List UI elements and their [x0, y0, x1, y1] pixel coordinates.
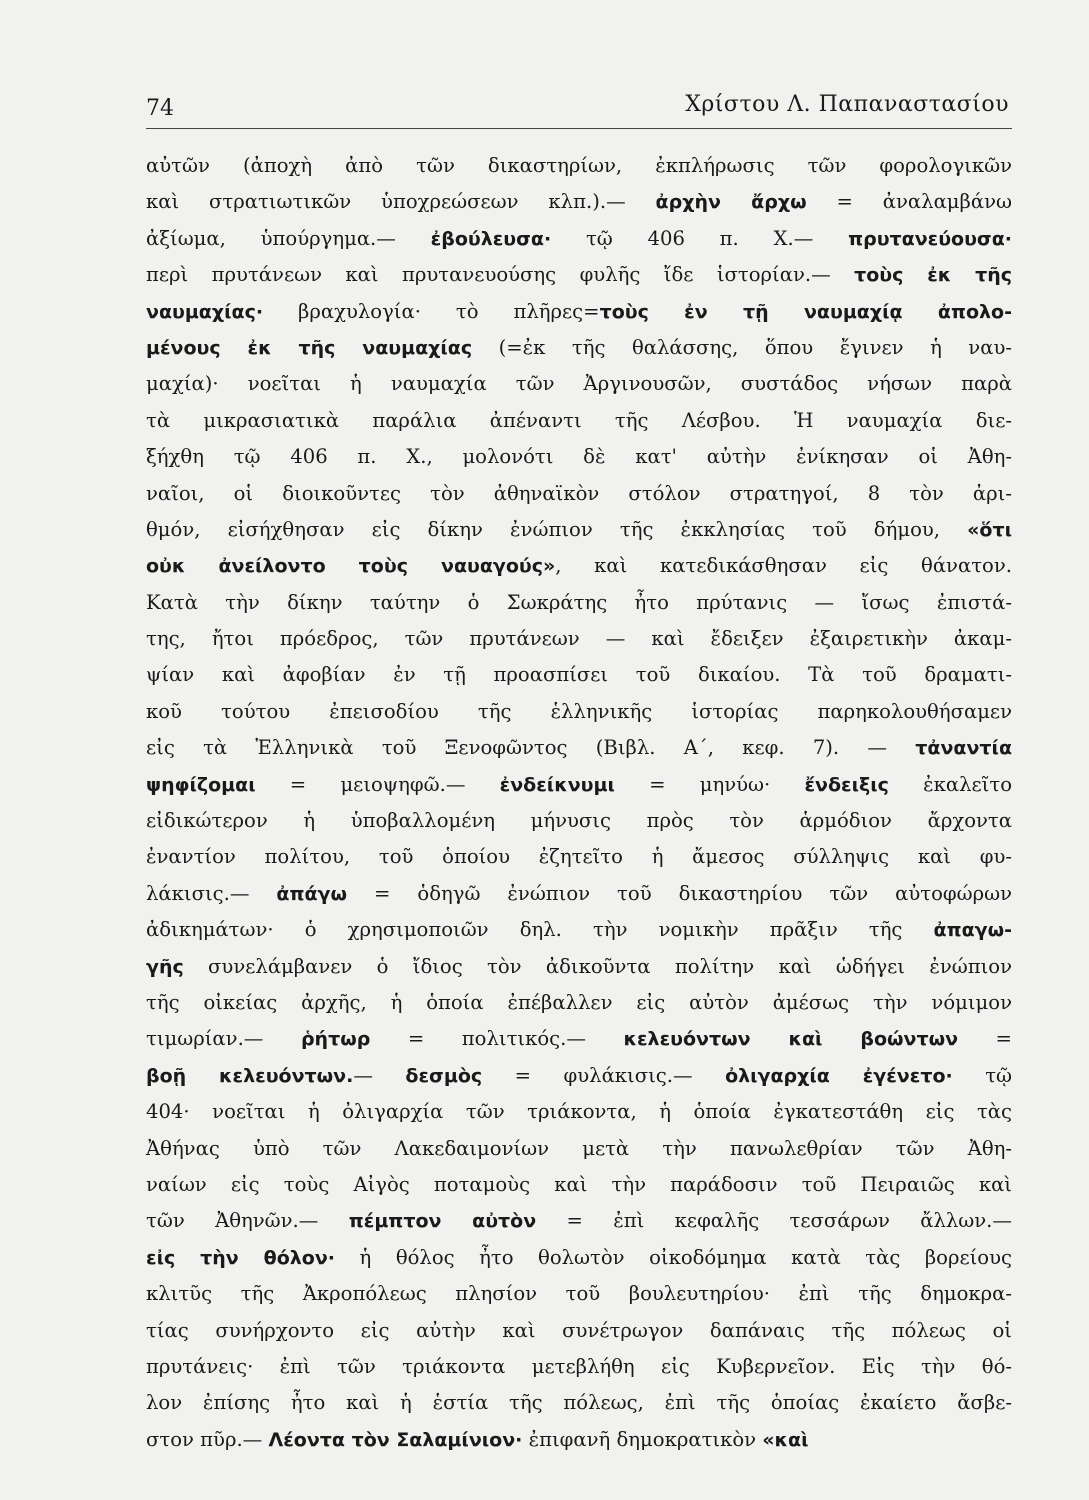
text-segment: εἰδικώτερον ἡ ὑποβαλλομένη μήνυσις πρὸς τὸν ἁρμόδιον ἄρχοντα	[146, 809, 1012, 833]
text-segment: εἰς τὰ Ἑλληνικὰ τοῦ Ξενοφῶντος (Βιβλ. Α΄, κεφ. 7). —	[146, 736, 916, 760]
lemma-term: τοὺς ἐκ τῆς	[854, 264, 1012, 287]
lemma-term: ναυμαχίας·	[146, 300, 264, 323]
text-segment: τῶν Ἀθηνῶν.—	[146, 1209, 349, 1233]
lemma-term: πρυτανεύουσα·	[848, 227, 1013, 250]
text-segment: = ἐπὶ κεφαλῆς τεσσάρων ἄλλων.—	[536, 1209, 1012, 1233]
text-line	[146, 1203, 1012, 1239]
text-segment: = φυλάκισις.—	[482, 1063, 726, 1087]
text-segment: λον ἐπίσης ἦτο καὶ ἡ ἑστία τῆς πόλεως, ἐπὶ τῆς ὁποίας ἐκαίετο ἄσβε-	[146, 1391, 1012, 1415]
lemma-term: τοὺς ἐν τῇ ναυμαχίᾳ ἀπολο-	[599, 300, 1012, 323]
text-line	[146, 1240, 1012, 1276]
text-line	[146, 876, 1012, 912]
text-segment: βραχυλογία· τὸ πλῆρες=	[263, 299, 600, 323]
text-line	[146, 949, 1012, 985]
text-segment: συνελάμβανεν ὁ ἴδιος τὸν ἀδικοῦντα πολίτην καὶ ὡδήγει ἐνώπιον	[183, 954, 1012, 978]
text-segment: τῆς οἰκείας ἀρχῆς, ἡ ὁποία ἐπέβαλλεν εἰς αὐτὸν ἀμέσως τὴν νόμιμον	[146, 990, 1012, 1014]
text-segment: = μηνύω·	[614, 772, 805, 796]
text-segment: τὰ μικρασιατικὰ παράλια ἀπέναντι τῆς Λέσβου. Ἡ ναυμαχία διε-	[146, 408, 1012, 432]
text-segment: ἀδικημάτων· ὁ χρησιμοποιῶν δηλ. τὴν νομικὴν πρᾶξιν τῆς	[146, 918, 934, 942]
lemma-term: ἀπάγω	[276, 882, 348, 905]
text-line	[146, 548, 1012, 584]
text-line	[146, 985, 1012, 1021]
text-line	[146, 1021, 1012, 1057]
lemma-term: βοῇ κελευόντων.	[146, 1064, 354, 1087]
text-segment: ἐναντίον πολίτου, τοῦ ὁποίου ἐζητεῖτο ἡ ἄμεσος σύλληψις καὶ φυ-	[146, 845, 1012, 869]
lemma-term: εἰς τὴν θόλον·	[146, 1246, 336, 1269]
text-line	[146, 694, 1012, 730]
lemma-term: οὐκ ἀνείλοντο τοὺς ναυαγούς»	[146, 555, 556, 578]
text-line	[146, 366, 1012, 402]
text-line	[146, 1167, 1012, 1203]
text-segment: ναῖοι, οἱ διοικοῦντες τὸν ἀθηναϊκὸν στόλον στρατηγοί, 8 τὸν ἀρι-	[146, 481, 1012, 505]
lemma-term: ἐνδείκνυμι	[499, 773, 615, 796]
text-segment: , καὶ κατεδικάσθησαν εἰς θάνατον.	[555, 554, 1012, 578]
text-line	[146, 148, 1012, 184]
text-line	[146, 330, 1012, 366]
header-rule	[146, 128, 1012, 129]
lemma-term: ῥήτωρ	[300, 1028, 371, 1051]
text-line	[146, 839, 1012, 875]
text-segment: λάκισις.—	[146, 881, 277, 905]
text-line	[146, 1349, 1012, 1385]
text-segment: 404· νοεῖται ἡ ὀλιγαρχία τῶν τριάκοντα, ἡ ὁποία ἐγκατεστάθη εἰς τὰς	[146, 1100, 1012, 1124]
text-segment: τίας συνήρχοντο εἰς αὐτὴν καὶ συνέτρωγον δαπάναις τῆς πόλεως οἱ	[146, 1318, 1012, 1342]
text-segment: = ὁδηγῶ ἐνώπιον τοῦ δικαστηρίου τῶν αὐτοφώρων	[347, 881, 1012, 905]
text-segment: πρυτάνεις· ἐπὶ τῶν τριάκοντα μετεβλήθη εἰς Κυβερνεῖον. Εἰς τὴν θό-	[146, 1354, 1012, 1378]
text-line	[146, 767, 1012, 803]
text-segment: ἡ θόλος ἦτο θολωτὸν οἰκοδόμημα κατὰ τὰς βορείους	[335, 1245, 1012, 1269]
text-line	[146, 585, 1012, 621]
text-line	[146, 1094, 1012, 1130]
text-line	[146, 512, 1012, 548]
text-segment: ἐκαλεῖτο	[888, 772, 1013, 796]
text-line	[146, 1313, 1012, 1349]
text-segment: Κατὰ τὴν δίκην ταύτην ὁ Σωκράτης ἦτο πρύτανις — ἴσως ἐπιστά-	[146, 590, 1012, 614]
text-line	[146, 294, 1012, 330]
text-segment: = πολιτικός.—	[370, 1027, 624, 1051]
text-segment: Ἀθήνας ὑπὸ τῶν Λακεδαιμονίων μετὰ τὴν πανωλεθρίαν τῶν Ἀθη-	[146, 1136, 1012, 1160]
text-segment: τιμωρίαν.—	[146, 1027, 301, 1051]
text-segment: = μειοψηφῶ.—	[255, 772, 500, 796]
lemma-term: Λέοντα τὸν Σαλαμίνιον·	[268, 1428, 523, 1451]
text-segment: ἀξίωμα, ὑπούργημα.—	[146, 226, 431, 250]
running-head-title: Χρίστου Λ. Παπαναστασίου	[685, 92, 1009, 117]
text-segment: =	[958, 1027, 1012, 1051]
text-line	[146, 1058, 1012, 1094]
text-line	[146, 1385, 1012, 1421]
text-segment: καὶ στρατιωτικῶν ὑποχρεώσεων κλπ.).—	[146, 190, 656, 214]
text-segment: —	[353, 1063, 406, 1087]
lemma-term: γῆς	[146, 955, 184, 978]
text-line	[146, 1276, 1012, 1312]
text-line	[146, 1131, 1012, 1167]
text-line	[146, 1422, 1012, 1458]
text-line	[146, 621, 1012, 657]
text-line	[146, 730, 1012, 766]
text-segment: κοῦ τούτου ἐπεισοδίου τῆς ἑλληνικῆς ἱστορίας παρηκολουθήσαμεν	[146, 699, 1012, 723]
lemma-term: ἐβούλευσα·	[430, 227, 552, 250]
text-segment: της, ἤτοι πρόεδρος, τῶν πρυτάνεων — καὶ ἔδειξεν ἐξαιρετικὴν ἀκαμ-	[146, 627, 1012, 651]
text-segment: ψίαν καὶ ἀφοβίαν ἐν τῇ προασπίσει τοῦ δικαίου. Τὰ τοῦ δραματι-	[146, 663, 1012, 687]
text-line	[146, 439, 1012, 475]
lemma-term: ἀπαγω-	[933, 919, 1012, 942]
lemma-term: πέμπτον αὐτὸν	[348, 1210, 537, 1233]
text-segment: κλιτῦς τῆς Ἀκροπόλεως πλησίον τοῦ βουλευτηρίου· ἐπὶ τῆς δημοκρα-	[146, 1282, 1012, 1306]
commentary-text	[146, 148, 1012, 1458]
text-segment: ναίων εἰς τοὺς Αἰγὸς ποταμοὺς καὶ τὴν παράδοσιν τοῦ Πειραιῶς καὶ	[146, 1172, 1012, 1196]
lemma-term: κελευόντων καὶ βοώντων	[623, 1028, 959, 1051]
lemma-term: «καὶ	[762, 1428, 809, 1451]
lemma-term: ἔνδειξις	[804, 773, 889, 796]
text-line	[146, 912, 1012, 948]
text-segment: στον πῦρ.—	[146, 1427, 269, 1451]
text-segment: περὶ πρυτάνεων καὶ πρυτανευούσης φυλῆς ἴδε ἱστορίαν.—	[146, 263, 855, 287]
lemma-term: ἀρχὴν ἄρχω	[655, 191, 807, 214]
lemma-term: «ὅτι	[967, 518, 1012, 541]
text-segment: μαχία)· νοεῖται ἡ ναυμαχία τῶν Ἀργινουσῶν, συστάδος νήσων παρὰ	[146, 372, 1012, 396]
text-segment: = ἀναλαμβάνω	[806, 190, 1012, 214]
lemma-term: μένους ἐκ τῆς ναυμαχίας	[146, 336, 473, 359]
page-number: 74	[146, 96, 174, 121]
text-segment: ἐπιφανῆ δημοκρατικὸν	[522, 1427, 763, 1451]
text-segment: (=ἐκ τῆς θαλάσσης, ὅπου ἔγινεν ἡ ναυ-	[472, 335, 1012, 359]
lemma-term: ψηφίζομαι	[146, 773, 256, 796]
text-segment: τῷ 406 π. Χ.—	[551, 226, 849, 250]
lemma-term: δεσμὸς	[405, 1064, 483, 1087]
text-line	[146, 476, 1012, 512]
lemma-term: τἀναντία	[915, 737, 1012, 760]
text-line	[146, 257, 1012, 293]
lemma-term: ὀλιγαρχία ἐγένετο·	[725, 1064, 953, 1087]
text-segment: θμόν, εἰσήχθησαν εἰς δίκην ἐνώπιον τῆς ἐκκλησίας τοῦ δήμου,	[146, 517, 968, 541]
text-line	[146, 803, 1012, 839]
text-segment: αὐτῶν (ἀποχὴ ἀπὸ τῶν δικαστηρίων, ἐκπλήρωσις τῶν φορολογικῶν	[146, 154, 1012, 177]
text-line	[146, 184, 1012, 220]
text-line	[146, 403, 1012, 439]
text-segment: ξήχθη τῷ 406 π. Χ., μολονότι δὲ κατ' αὐτὴν ἐνίκησαν οἱ Ἀθη-	[146, 445, 1012, 469]
text-segment: τῷ	[952, 1063, 1013, 1087]
text-line	[146, 221, 1012, 257]
text-line	[146, 657, 1012, 693]
